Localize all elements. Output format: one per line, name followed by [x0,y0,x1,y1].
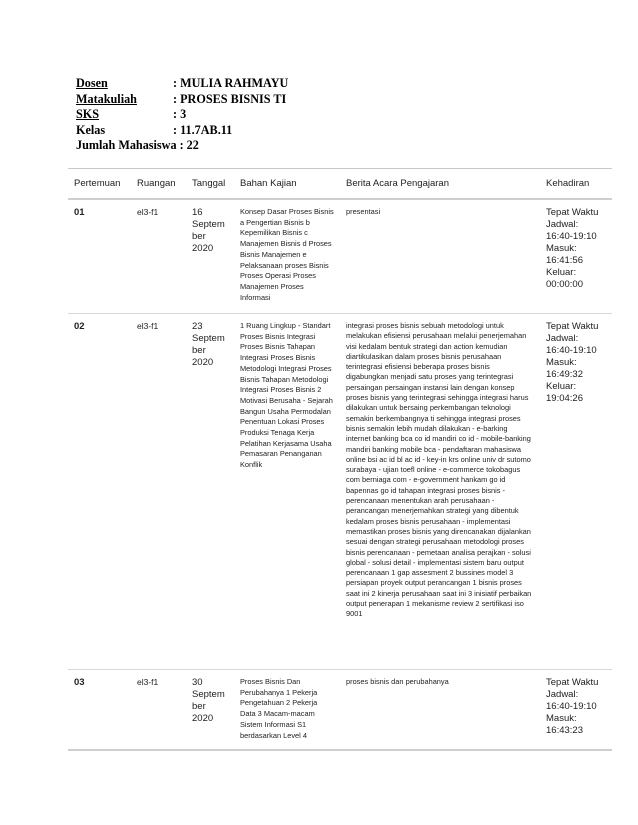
column-header-ruangan: Ruangan [131,169,186,200]
matakuliah-label: Matakuliah [76,91,137,106]
berita-acara-cell: integrasi proses bisnis sebuah metodologi untuk melakukan efisiensi perusahaan melalui penerjemahan visi kedalam bentuk strategi dan action kemudian diartikulasikan dalam proses bisnis perusahaan terintegrasi efisiensi beberapa proses bisnis digabungkan menjadi satu proses yang terintegrasi persaingan persaingan instansi lain dengan konsep proses bisnis yang terintegrasi sehingga integrasi harus dilakukan untuk bersaing perkembangan teknologi semakin berkembangnya ti sehingga integrasi proses bisnis semakin lebih mudah dilakukan - e-barking internet banking bca co id mandiri co id - mobile-banking mandiri banking mobile bca - pendaftaran mahasiswa online bsi ac id bl ac id - key-in krs online univ dr sutomo surabaya - ujian toefl online - e-commerce tokobagus com berniaga com - e-government hankam go id bapennas go id tahapan integrasi proses bisnis - perencanaan menentukan arah perusahaan - perancangan menerjemahkan strategi yang dibentuk kedalam proses bisnis perusahaan - implementasi memastikan proses bisnis yang direncanakan dijalankan sesuai dengan strategi perusahaan metodologi proses bisnis perencanaan - pemetaan analisa perajkan - solusi global - solusi detail - implementasi sistem baru output perencanaan 1 gap assesment 2 bussines model 3 persiapan proyek output perancangan 1 bisnis proses saat ini 2 kinerja perusahaan saat ini 3 inisiatif perbaikan output penerapan 1 mekanisme review 2 sertifikasi iso 9001 [340,314,540,670]
kelas-value: : 11.7AB.11 [173,122,233,137]
sks-label: SKS [76,107,100,121]
dosen-value: : MULIA RAHMAYU [173,76,289,90]
table-row [68,199,612,314]
column-header-bahan-kajian: Bahan Kajian [234,169,340,200]
ruangan-cell: el3-f1 [131,199,186,314]
tanggal-cell: 16 Septem ber 2020 [186,199,234,314]
ruangan-cell: el3-f1 [131,314,186,670]
jumlah-label: Jumlah Mahasiswa [76,138,177,152]
kelas-label: Kelas [76,122,106,137]
berita-acara-cell: presentasi [340,199,540,314]
course-info [76,76,288,154]
table-row [68,314,612,670]
tanggal-cell: 23 Septem ber 2020 [186,314,234,670]
tanggal-cell: 30 Septem ber 2020 [186,670,234,751]
matakuliah-row [76,92,288,108]
berita-acara-cell: proses bisnis dan perubahanya [340,670,540,751]
kehadiran-cell: Tepat Waktu Jadwal: 16:40-19:10 Masuk: 16:41:56 Keluar: 00:00:00 [540,199,612,314]
column-header-kehadiran: Kehadiran [540,169,612,200]
bahan-kajian-cell: Konsep Dasar Proses Bisnis a Pengertian Bisnis b Kepemilikan Bisnis c Manajemen Bisnis d Proses Bisnis Manajemen e Pelaksanaan proses Bisnis Proses Operasi Proses Manajemen Proses Informasi [234,199,340,314]
kehadiran-cell: Tepat Waktu Jadwal: 16:40-19:10 Masuk: 16:43:23 [540,670,612,751]
ruangan-cell: el3-f1 [131,670,186,751]
table-row [68,670,612,751]
dosen-row [76,76,288,92]
column-header-pertemuan: Pertemuan [68,169,131,200]
attendance-table [68,168,612,751]
pertemuan-cell: 03 [68,670,131,751]
table-header-row [68,169,612,200]
sks-value: : 3 [173,107,187,121]
pertemuan-cell: 02 [68,314,131,670]
column-header-tanggal: Tanggal [186,169,234,200]
dosen-label: Dosen [76,76,108,90]
matakuliah-value: : PROSES BISNIS TI [173,91,287,106]
kelas-row [76,123,288,139]
jumlah-value: : 22 [179,138,199,152]
bahan-kajian-cell: 1 Ruang Lingkup - Standart Proses Bisnis Integrasi Proses Bisnis Tahapan Integrasi Proses Bisnis Metodologi Integrasi Proses Bisnis Tahapan Metodologi Integrasi Proses Bisnis 2 Motivasi Berusaha - Sejarah Bangun Usaha Permodalan Penentuan Lokasi Proses Produksi Tenaga Kerja Pelatihan Kerjasama Usaha Pemasaran Penanganan Konflik [234,314,340,670]
kehadiran-cell: Tepat Waktu Jadwal: 16:40-19:10 Masuk: 16:49:32 Keluar: 19:04:26 [540,314,612,670]
bahan-kajian-cell: Proses Bisnis Dan Perubahanya 1 Pekerja Pengetahuan 2 Pekerja Data 3 Macam-macam Sistem Informasi S1 berdasarkan Level 4 [234,670,340,751]
sks-row [76,107,288,123]
jumlah-row [76,138,288,154]
column-header-berita-acara: Berita Acara Pengajaran [340,169,540,200]
pertemuan-cell: 01 [68,199,131,314]
